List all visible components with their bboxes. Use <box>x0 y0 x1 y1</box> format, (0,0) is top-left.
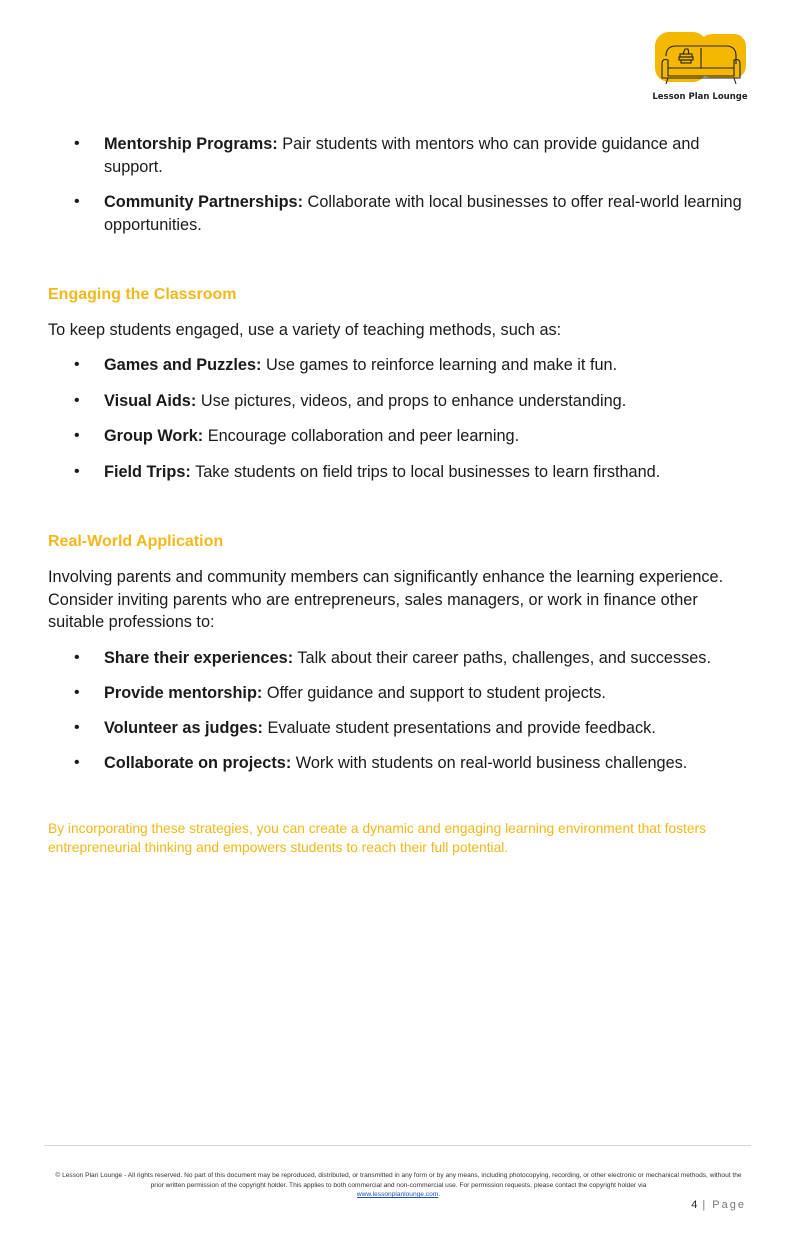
list-item <box>48 354 748 377</box>
list-item <box>48 717 748 740</box>
list-item-text: Use games to reinforce learning and make it fun. <box>261 356 618 374</box>
list-item-term: Community Partnerships: <box>104 193 304 211</box>
list-item <box>48 191 748 236</box>
realworld-bullet-list <box>48 647 748 775</box>
section-heading-realworld: Real-World Application <box>48 533 224 550</box>
page-separator: | <box>697 1199 713 1211</box>
list-item <box>48 425 748 448</box>
top-bullet-list <box>48 133 748 236</box>
list-item-text: Offer guidance and support to student projects. <box>262 684 606 702</box>
list-item-text: Talk about their career paths, challenges, and successes. <box>293 649 711 667</box>
list-item-text: Work with students on real-world business challenges. <box>291 754 688 772</box>
page-word: Page <box>712 1199 746 1211</box>
list-item <box>48 133 748 178</box>
link-suffix: . <box>438 1191 441 1198</box>
page-number-value: 4 <box>691 1199 698 1211</box>
list-item-term: Provide mentorship: <box>104 684 263 702</box>
section-heading-engaging: Engaging the Classroom <box>48 286 237 303</box>
copyright-text: © Lesson Plan Lounge - All rights reserved. No part of this document may be reproduced, distributed, or transmitted in any form or by any means, including photocopying, recording, or other electronic or mechanical methods, without the prior written permission of the copyright holder. This applies to both commercial and non-commercial use. For permission requests, please contact the copyright holder via <box>55 1172 742 1189</box>
list-item-text: Evaluate student presentations and provide feedback. <box>262 719 656 737</box>
list-item <box>48 752 748 775</box>
list-item-term: Volunteer as judges: <box>104 719 263 737</box>
engaging-intro: To keep students engaged, use a variety of teaching methods, such as: <box>48 321 562 339</box>
page-number <box>640 1199 746 1211</box>
list-item <box>48 682 748 705</box>
list-item-text: Use pictures, videos, and props to enhance understanding. <box>196 391 627 410</box>
list-item <box>48 461 748 484</box>
list-item-term: Mentorship Programs: <box>104 135 278 153</box>
list-item-term: Collaborate on projects: <box>104 754 292 772</box>
footer-copyright <box>50 1171 747 1200</box>
logo-caption: Lesson Plan Lounge <box>652 92 748 102</box>
footer-divider <box>44 1145 751 1146</box>
list-item-text: Pair students with mentors who can provide guidance and support. <box>104 135 700 176</box>
engaging-bullet-list <box>48 354 748 483</box>
closing-paragraph: By incorporating these strategies, you can create a dynamic and engaging learning environment that fosters entrepreneurial thinking and empowers students to reach their full potential. <box>48 821 707 855</box>
list-item-text: Collaborate with local businesses to offer real-world learning opportunities. <box>104 193 742 234</box>
list-item-term: Share their experiences: <box>104 649 294 667</box>
website-link[interactable]: www.lessonplanlounge.com <box>356 1191 439 1198</box>
list-item-term: Group Work: <box>104 427 204 445</box>
list-item-term: Visual Aids: <box>104 391 197 410</box>
list-item-term: Games and Puzzles: <box>104 356 262 374</box>
list-item <box>48 647 748 670</box>
list-item-text: Take students on field trips to local businesses to learn firsthand. <box>190 462 661 481</box>
logo-yellow-block-right <box>700 34 746 78</box>
list-item <box>48 390 748 413</box>
realworld-intro: Involving parents and community members can significantly enhance the learning experience. Consider inviting parents who are entrepreneurs, sales managers, or work in finance other suitable professions to: <box>48 568 724 631</box>
list-item-term: Field Trips: <box>104 462 191 481</box>
list-item-text: Encourage collaboration and peer learning. <box>203 427 520 445</box>
